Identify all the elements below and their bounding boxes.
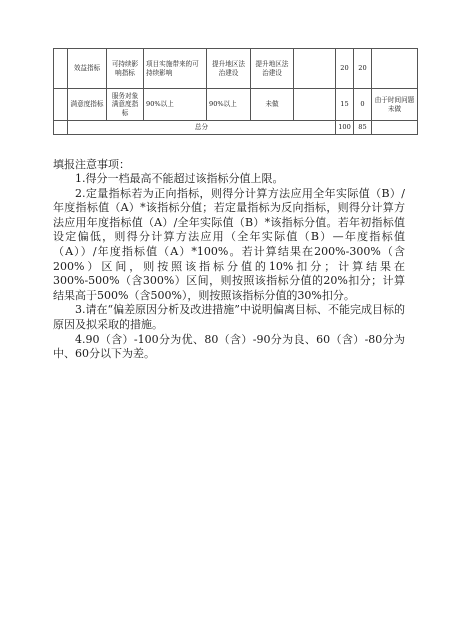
table-cell: 15 <box>336 89 354 121</box>
table-total-row <box>54 121 418 135</box>
total-score: 85 <box>354 121 372 135</box>
table-cell <box>54 89 68 121</box>
table-cell: 90%以上 <box>207 89 251 121</box>
notes-heading: 填报注意事项： <box>53 158 130 171</box>
table-cell: 项目实施带来的可持续影响 <box>144 49 207 89</box>
table-cell: 由于时间问题未做 <box>372 89 418 121</box>
table-cell <box>372 121 418 135</box>
table-cell: 效益指标 <box>68 49 107 89</box>
table-cell <box>294 89 336 121</box>
table-cell: 满意度指标 <box>68 89 107 121</box>
table-cell: 可持续影响指标 <box>107 49 144 89</box>
table-cell: 90%以上 <box>144 89 207 121</box>
note-item-1: 1.得分一档最高不能超过该指标分值上限。 <box>75 172 284 185</box>
total-label: 总分 <box>68 121 336 135</box>
note-item-2: 2.定量指标若为正向指标，则得分计算方法应用全年实际值（B）/年度指标值（A）*该指标分值；若定量指标为反向指标，则得分计算方法应用年度指标值（A）/全年实际值（B）*该指标分值。若年初指标值设定偏低，则得分计算方法应用（全年实际值（B）—年度指标值（A））/年度指标值（A）*100%。若计算结果在200%-300%（含200%）区间，则按照该指标分值的10%扣分；计算结果在300%-500%（含300%）区间，则按照该指标分值的20%扣分；计算结果高于500%（含500%），则按照该指标分值的30%扣分。 <box>53 186 405 302</box>
performance-table <box>53 48 418 135</box>
table-cell: 服务对象满意度指标 <box>107 89 144 121</box>
note-item-3: 3.请在“偏差原因分析及改进措施”中说明偏离目标、不能完成目标的原因及拟采取的措施。 <box>53 303 405 331</box>
table-row <box>54 89 418 121</box>
table-cell <box>372 49 418 89</box>
table-cell <box>54 121 68 135</box>
note-item-4: 4.90（含）-100分为优、80（含）-90分为良、60（含）-80分为中、60分以下为差。 <box>53 332 405 361</box>
notes-section <box>53 158 405 362</box>
table-cell <box>294 49 336 89</box>
table-row <box>54 49 418 89</box>
table-cell: 0 <box>354 89 372 121</box>
total-full-score: 100 <box>336 121 354 135</box>
table-cell: 提升地区法治建设 <box>207 49 251 89</box>
table-cell: 未做 <box>251 89 294 121</box>
table-cell: 20 <box>336 49 354 89</box>
table-cell <box>54 49 68 89</box>
table-cell: 提升地区法治建设 <box>251 49 294 89</box>
table-cell: 20 <box>354 49 372 89</box>
